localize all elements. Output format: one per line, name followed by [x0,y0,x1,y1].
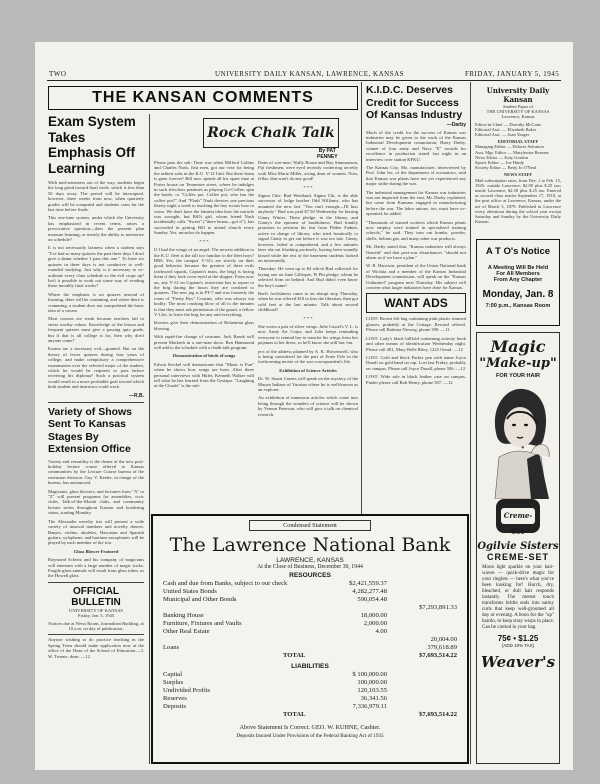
bank-amount: 2,000.00 [363,620,387,627]
magic-price: 75¢ • $1.25 [497,634,539,643]
rock-paragraph: Dean of war-men: Wally Rouse and Ray Simmonson, Fiji freshmen, were eyed recently conferring secretly with Miss Marie Miller, acting dean of women. Now, fellas, that won't do any good! [258,160,358,182]
rock-byline [317,148,338,160]
variety-continued: An exhibition of numerous articles which come into being through the wonders of science will be shown by Vernon Peterson, who will give a talk on chemical research. [258,395,358,417]
bank-amount: 7,336,979.11 [352,703,387,710]
bulletin-paragraph: Anyone wishing to do practice teaching in the Spring Term should make application now at the office of the Dean of the School of Education.—J. W. Twente, dean. —12 [48,637,144,659]
bank-label: Other Real Estate [163,628,210,635]
exam-paragraph: Where the emphasis is on quizzes instead of learning, there will be cramming, and where there is cramming, a student does not comprehend the basic idea of a course. [48,291,144,313]
magic-makeup-ad [476,332,560,764]
column-1 [48,114,144,662]
bank-label: Cash and due from Banks, subject to our check [163,580,288,587]
ogilvie-brand: Ogilvie Sisters [477,541,559,552]
bank-label: TOTAL [283,652,306,659]
bank-row [163,687,457,695]
want-ad: LOST: Brown felt bag containing pink plastic rimmed glasses, probably at the Cottage. Reward offered. Please call Barbara Nieweg, phone 390. —11 [366,316,466,333]
bank-row [163,703,457,711]
bank-amount: 18,000.00 [360,612,387,619]
issue-date: FRIDAY, JANUARY 5, 1945 [465,70,560,78]
masthead-line: Editorial Asst. — Joan Yeager [475,132,530,138]
rock-paragraph: Sigma Chis: Bud Wentland, Sigma Chi, is the able successor of lodge brother Odd Williams, who has assumed the new fad. "You can't enough—I'll kiss anybody." Bud was paid $7.50 Wednesday for kissing Ginny Winter, Theta pledge, in the library, and Ginny's the epitome of bashfulness. Bud frankly promises to perform his feat from Fibber Fadner, active in charge of library, who tried frantically to signal Ginny to get out before it was too late. Ginny, however, failed to comprehend, and a few minutes later she sat blushing profusely, having been soundly kissed while the rest of the basement students looked on interestedly. [258,193,358,263]
liabilities-title: LIABILITIES [291,663,329,670]
magic-title: "Make-up" [479,356,557,371]
bank-amount: 4,282,277.48 [352,588,387,595]
bank-amount: 36,341.56 [360,695,387,702]
masthead-line: Asst. Mgr. Editor — Marylouise Reusser [475,149,549,155]
variety-subhead: Glass Blower Featured [73,548,119,554]
exam-paragraph: Exams are a necessary evil—granted. But on the theory of fewer quizzes during four years of college, and make compulsory a comprehensive examination over the selected major of the student, which he would be required to pass before receiving his diploma? Such a practical system would result in a more profitable goal toward which both student and instructor could work. [48,346,144,390]
kidc-paragraph: The industrial management for Kansas war industries was not imported from the east, Mr. Darby explained, but came from Kansans engaged in manufacturing before the war. The labor unions, too, must have co-operated, he added. [366,189,466,217]
kidc-paragraph: The Kansas City, Mo. manufacturer, interviewed by Prof. John Ise, of the department of economics, said that Kansas war plants have not yet experienced any major strike during the war. [366,164,466,187]
resources-title: RESOURCES [289,572,331,579]
bank-row [163,695,457,703]
masthead [475,86,561,224]
bank-label: Capital [163,671,183,678]
variety-headline: Variety of Shows Sent To Kansas Stages By Extension Office [48,405,133,456]
variety-paragraph: Magicians, glass blowers, and lecturers from "A" to "Z" will present programs for assemblies, civic clubs, Talk-of-the-Month clubs, and community lecture series throughout Kansas and bordering states, starting Monday. [48,488,144,516]
masthead-section: NEWS STAFF [503,172,533,178]
bank-label: Deposits [163,703,187,710]
column-2 [154,160,254,392]
masthead-title: University Daily Kansan [486,86,550,104]
want-ad: LOST: Lady's black billfold containing activity book and other means of identification Wednesday night. Please call 481, Mary Belle Riley, 1225 Oread. —12 [366,335,466,352]
want-ads-title: WANT ADS [384,296,448,311]
bank-amount: $7,293,891.33 [419,604,457,611]
bank-row [163,679,457,687]
bank-label: Furniture, Fixtures and Vaults [163,620,242,627]
exam-paragraph: With mid-semesters out of the way, students begin the long grind toward final week, which is less than 50 days away. The period will be interrupted, however, three weeks from now, when quarterly grades will be computed and students cram for the last time before finals. [48,180,144,213]
masthead-tagline: THE UNIVERSITY OF KANSAS [486,109,550,115]
bank-row [163,628,457,636]
kidc-headline: K.I.D.C. Deserves Credit for Success Of Kansas Industry [366,84,463,121]
bank-row [163,612,457,620]
bank-amount: 120,103.55 [357,687,387,694]
rock-paragraph: Please pass the salt: Time was when Milford Collins and Charles Nash, first men, got our vote for being the saltiest salts in the K.U. V-12 Unit. But there dorm is gone forever! Bill now spends all his spare time at Porter house on Tennessee street, where he indulges in such frivolous pastimes as playing Go-Coffee, spin the bottle, or "Coffee pot. Coffee pot, who has the coffee pot?" And "Flash" Nash devotes one precious liberty night a week to teaching the boy scouts how to swim. We don't have the faintest idea how the miracle was wrought, but Bill's girl, whom friend Nash incidentally calls "Sweet" ("there beans—got it"), has succeeded in getting Bill to attend church every Sunday. Yes, miracles do happen. [154,160,254,236]
rock-byline-name: PENNEY [317,154,338,160]
bank-label: Loans [163,644,180,651]
kidc-paragraph: Much of the credit for the success of Kansas war industries may be given to the work of the Kansas Industrial Development commission, Harry Darby, winner of four army and Navy "E" awards for excellence in production stated last night in an interview over station KFKU. [366,129,466,162]
variety-paragraph: Variety and versatility is the theme of the new post-holiday lecture course offered to Kansas communities by the Lecture Course bureau of the extension division. Guy V. Keeler, in charge of the bureau, has announced. [48,458,144,486]
kidc-paragraph: W. R. Harrison, president of the Union National bank of Wichita and a member of the Kansas Industrial Development commission, will speak on the "Kansas Unlimited" program next Thursday. His subject will concern what larger industries have done for Kansas. [366,263,466,291]
variety-continued: With rapid-fire change of costume, Jack Ransk will present Macbeth in a one-man show. Ben Hammond will add to the schedule with a chalk-talk program. [154,334,254,350]
exam-headline: Exam System Takes Emphasis Off Learning [48,114,136,176]
bank-row [163,636,457,644]
jar-label: Creme-Set [501,508,535,524]
bank-date: At the Close of Business, December 30, 1944 [257,564,363,570]
bank-amount: 20,004.00 [430,636,457,643]
rock-paragraph: If I had the wings of an angel: The newest addition to the K.U. fleet is the tall too familiar to the fleet boys? BRS. Yes, the campus' V-12's are strictly on their good behavior because the greatest of three evils (awkward squads, Captain's mass, the brig) is facing them if they look cross-eyed at the skipper. From now on, any V-12 on Captain's restriction has to report to the brig during the hours they are confined to quarters. The new jug is in PT-7 and was formerly the room of "Pretty Boy" Cousins, who was always out bodily. The most crushing blow of all to the inmates is that they must ask permission of the guard, a fellow V-12er, to leave the brig for any and everything. [154,247,254,317]
bulletin-note: Notices due at News Room, Journalism Building, at 10 a.m. on day of publication. [48,620,144,631]
ato-line: For All Members [496,271,540,277]
masthead-line: News Editor — Katy Gordon [475,154,528,160]
bank-amount: 4.00 [375,628,387,635]
column-4 [366,84,466,388]
bank-label: Municipal and Other Bonds [163,596,237,603]
weavers-logo: Weaver's [480,653,556,671]
bank-row [163,620,457,628]
bank-row [163,671,457,679]
bank-amount: $7,693,514.22 [419,652,457,659]
ato-day: Monday, Jan. 8 [482,289,554,300]
newspaper-page [35,42,573,770]
kidc-byline: —Darby [446,121,466,128]
exam-paragraph: Most courses are weak because teachers fail to stress worthy values. Knowledge of the lesson and frequent quizzes must give a passing quiz grade, but if that is all college is for, then why don't anyone come? [48,316,144,343]
bank-label: Undivided Profits [163,687,211,694]
rock-chalk-title: Rock Chalk Talk [207,125,335,141]
variety-paragraph: The Alexander novelty trio will present a wide variety of musical numbers and novelty dances. Banjos, violins, ukuleles, Hawaiian and Spanish guitars, xylophone, and baritone saxophones will be played by each member of the trio. [48,518,144,546]
magic-tax: (ADD 10% TAX) [501,643,535,648]
masthead-paragraph: Mail subscription rates, from Dec. 1 to Feb. 15, 1945: outside Lawrence, $2.00 plus $.25 tax; inside Lawrence, $2.50 plus $.25 tax. Entered as second class matter September 17, 1910, at the post office at Lawrence, Kansas, under the act of March 3, 1879. Published in Lawrence every afternoon during the school year except Saturday and Sunday by the University Daily Kansan. [475,177,561,225]
kidc-paragraph: Mr. Darby stated that, "Kansas industries will always flourish" and that post-war disturbances "should not alarm us if we have a plan." [366,244,466,261]
bulletin-headline: OFFICIAL BULLETIN [71,585,121,608]
bank-amount: 590,054.48 [357,596,387,603]
bank-amount: $7,693,514.22 [419,711,457,718]
variety-continued: blowers give their demonstration of Bohemian glass blowing. [154,320,254,331]
bank-amount: $2,421,559.37 [349,580,387,587]
bank-label: Reserves [163,695,187,702]
magic-title: Magic [490,337,546,356]
bank-label: TOTAL [283,711,306,718]
variety-continued: Edwin Steckel will demonstrate that "Music is Fun" when he shows how songs are born. After three personal interviews with Hitler, Kenneth Walker will tell what he has learned from the Gestapo. "Laughing at the Clouds" is the sub- [154,361,254,389]
variety-continued: Dr. W. Stuart Carnes will speak on the mystery of the Mayan Indians of Yucatan where he is well-known as an explorer. [258,376,358,393]
magic-subtitle: FOR YOUR HAIR [496,373,540,379]
variety-subhead: Demonstration of birds of songs [172,353,236,359]
rock-paragraph: She wears a pair of silver wings: Julie Cassel's V. L. is now Army Air Corps, and Julie keeps reminding everyone to remind her to transfer his wings from her pajamas to her dress, so he'll know she still has 'em. [258,323,358,346]
bank-row [163,588,457,596]
want-ad: LOST: Gold and black Parker pen with name Joyce Durall on gold band on cap. Lost last Friday, probably on campus. Please call Joyce Durall, phone 506. —12 [366,354,466,371]
rock-paragraph: Bud's foolishness came to an abrupt stop Thursday, when he was offered $10 to kiss the librarian, then got cold feet at the last minute. Talk about second childhood! [258,290,358,313]
page-number: TWO [49,70,67,78]
variety-continued: ject of the address planned by A. K. Howenwell, who is being considered for the part of Ernie Pyle in the forthcoming movie of the war correspondent's life. [258,348,358,365]
bank-certification: Above Statement Is Correct. GEO. W. KUHNE, Cashier. [239,724,381,731]
ato-line: From Any Chapter [493,277,543,283]
bank-insurance-note: Deposits Insured Under Provisions of the Federal Banking Act of 1935 [236,733,384,739]
stars-divider: * * * [199,238,209,244]
comments-banner-title: THE KANSAN COMMENTS [92,89,314,106]
ato-line: A Meeting Will Be Held [487,265,549,271]
bank-amount: $ 100,000.00 [352,671,387,678]
stars-divider: * * * [303,184,313,190]
bank-condensed-label: Condensed Statement [249,520,371,531]
exam-paragraph: This one-time system, under which the University has emphasized in recent terms, raises a provocative question—does the present plan measure learning, or merely the ability to memorize on schedule? [48,215,144,243]
masthead-line: Managing Editor — Delores Solomon [475,144,544,150]
bank-amount: 100,000.00 [357,679,387,686]
bank-total-row [163,711,457,719]
ato-title: A T O's Notice [485,246,551,257]
rock-paragraph: Thursday: He went up to $4 which Bud collected for laying one on June Gillespie, Pi Phi pledge, whom he selected from on behind. And Bud didn't even know the boy's name! [258,266,358,288]
exam-signature: —R.B. [129,392,144,399]
bulletin-org: UNIVERSITY OF KANSAS [69,607,123,613]
product-name: CREME-SET [486,552,549,562]
masthead-line: Editorial Asst. — Elizabeth Baker [475,126,537,132]
stars-divider: * * * [303,315,313,321]
comments-banner [48,86,358,110]
bank-row [163,604,457,612]
bank-statement [151,514,469,764]
masthead-line: Society Editor — Betty Jo O'Neal [475,165,537,171]
rock-chalk-box [203,118,339,148]
column-3 [258,160,358,420]
rock-byline-by: By PAT [318,148,336,154]
bank-row [163,644,457,652]
bank-amount: 379,618.89 [427,644,457,651]
masthead-city: Lawrence, Kansas [501,114,535,120]
creme-set-jar [496,499,540,536]
ato-time: 7:00 p.m., Kansas Room [485,303,551,309]
bank-name: The Lawrence National Bank [169,534,451,556]
kidc-paragraph: "Thousands of trained workers which Kansas plants now employ were trained in specialized training schools," he said. They turn out bombs, powder, shells, helium gas, and many other war products. [366,219,466,241]
bank-total-row [163,652,457,660]
masthead-section: EDITORIAL STAFF [497,139,539,145]
bank-label: Surplus [163,679,184,686]
variety-subhead: Exhibition of Science Articles [279,367,337,373]
want-ad: LOST: Wide rule in black leather case on campus. Finder please call Bob Henry, phone 507. —12 [366,374,466,385]
bulletin-date: Friday, Jan. 5, 1945 [77,613,115,619]
paper-name: UNIVERSITY DAILY KANSAN, LAWRENCE, KANSAS [215,70,405,78]
masthead-line: Editor-in-Chief — Dorothy McCune [475,121,542,127]
bank-label: United States Bonds [163,588,217,595]
variety-paragraph: Raymond Schertz and his company of magicians will entertain with a large number of magic tricks. Fragile glass animals will result from glass tubes, as the Howell glass [48,557,144,579]
bank-label: Banking House [163,612,204,619]
masthead-line: Sports Editor — Joe Hardy [475,160,524,166]
ato-notice [476,239,560,326]
woman-portrait-illustration [477,379,559,499]
bank-row [163,580,457,588]
exam-paragraph: It is not necessarily laziness when a student says "I've had so many quizzes the past three days I don't give a damn whether I pass this one." To have six quizzes in three days is not conducive to well-rounded studying. Just why is it necessary to co-ordinate every class schedule so the evil crops up? Isn't it possible to work out some way of evading these monthly final weeks? [48,245,144,289]
magic-copy: Moon light sparkle on your hair-waves — quick-drive magic for your ringlets — here's what you've been looking for! Hurch, dry, bleached, or dull hair responds instantly. The merest touch transforms brittle ends into satiny curls that keep well-groomed all day or evening. A boon for the "up" hairdo, to keep stray wisps in place. Can be carried in your bag. [482,565,554,630]
bank-row [163,596,457,604]
masthead-tagline: Student Paper of [503,104,533,109]
bank-city: LAWRENCE, KANSAS [276,557,344,564]
